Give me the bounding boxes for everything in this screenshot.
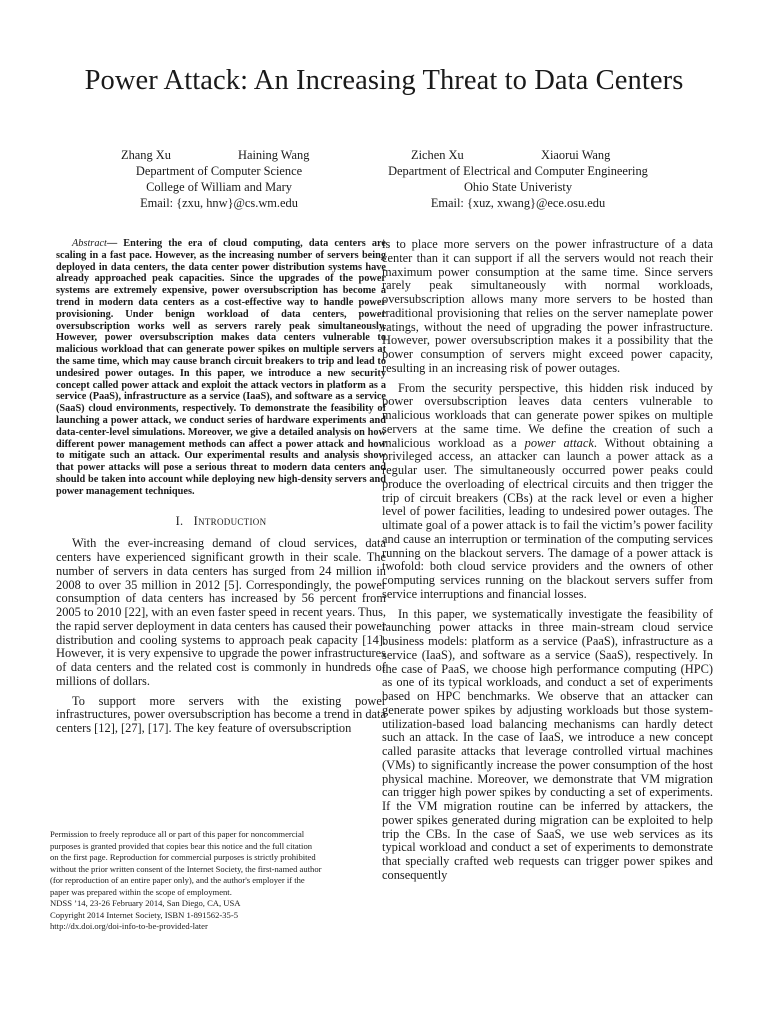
body-text: From the security perspective, this hidden risk induced by power oversubscription leaves data centers vulnerable to malicious workloads that can generate power spikes on multiple servers at the same time. We define the creation of such a malicious workload as a xyxy=(382,380,713,450)
emphasized-term: power attack xyxy=(524,435,594,450)
abstract-text: Entering the era of cloud computing, data centers are scaling in a fast pace. However, as the increasing number of servers being deployed in data centers, the data center power distribution systems have already approached peak capacities. Since the upgrades of the power systems are extremely expensive, power oversubscription has become a trend in modern data centers as a cost-effective way to handle power provisioning. Under benign workload of data centers, power oversubscription works well as servers rarely peak simultaneously. However, power oversubscription makes data centers vulnerable to malicious workload that can generate power spikes on multiple servers at the same time, which may cause branch circuit breakers to trip and lead to undesired power outages. In this paper, we introduce a new security concept called power attack and exploit the attack vectors in platform as a service (PaaS), infrastructure as a service (IaaS), and software as a service (SaaS) cloud environments, respectively. To demonstrate the feasibility of launching a power attack, we conduct series of hardware experiments and data-center-level simulations. Moreover, we give a detailed analysis on how different power management methods can affect a power attack and how to mitigate such an attack. Our experimental results and analysis show that power attacks will pose a serious threat to modern data centers and should be taken into account while deploying new high-density servers and power management techniques. xyxy=(56,238,386,497)
body-paragraph xyxy=(382,382,713,602)
author-institution: Ohio State Univeristy xyxy=(463,180,573,194)
footnote-line: without the prior written consent of the Internet Society, the first-named author xyxy=(50,863,322,874)
footnote-line: (for reproduction of an entire paper only), and the author's employer if the xyxy=(50,875,305,885)
author-institution: College of William and Mary xyxy=(146,180,292,194)
section-title-initial: I xyxy=(193,513,199,528)
author-name: Zhang Xu xyxy=(121,148,171,162)
author-names-right xyxy=(375,147,661,163)
section-title: ntroduction xyxy=(198,513,267,528)
author-department: Department of Electrical and Computer Engineering xyxy=(388,164,648,178)
author-name: Zichen Xu xyxy=(411,148,464,162)
body-paragraph: To support more servers with the existing power infrastructures, power oversubscription has become a trend in data centers [12], [27], [17]. The key feature of oversubscription xyxy=(56,693,386,736)
abstract-label: Abstract xyxy=(72,238,107,249)
author-block-left xyxy=(105,147,333,211)
left-column xyxy=(56,238,386,736)
author-email: Email: {zxu, hnw}@cs.wm.edu xyxy=(140,196,298,210)
body-paragraph: is to place more servers on the power infrastructure of a data center than it can support if all the servers would not reach their maximum power consumption at the same time. Since servers rarely peak simultaneously with normal workloads, oversubscription allows many more servers to be hosted than traditional provisioning that relies on the server nameplate power ratings, without the need of upgrading the power infrastructure. However, power oversubscription makes it a possibility that the power consumption of servers might exceed power capacity, resulting in an increasing risk of power outages. xyxy=(382,237,713,375)
footnote-line: NDSS ’14, 23-26 February 2014, San Diego, CA, USA xyxy=(50,898,241,908)
footnote-line: Permission to freely reproduce all or part of this paper for noncommercial xyxy=(50,829,305,839)
author-block-right xyxy=(375,147,661,211)
footnote-line: on the first page. Reproduction for commercial purposes is strictly prohibited xyxy=(50,852,316,862)
author-names-left xyxy=(105,147,333,163)
body-text: . Without obtaining a privileged access, an attacker can launch a power attack as a regular user. The simultaneously occurred power peaks could produce the overloading of electrical circuits and then trigger the trip of circuit breakers (CBs) at the rack level or even a higher level of power facilities, leading to undesired power outages. The ultimate goal of a power attack is to fail the victim’s power facility and cause an interruption or termination of the computing services running on the blackout servers. The damage of a power attack is twofold: both cloud service providers and the owners of other computing services running on the blackout servers suffer from service interruptions and financial losses. xyxy=(382,435,714,601)
footnote-doi-link[interactable]: http://dx.doi.org/doi-info-to-be-provided-later xyxy=(50,921,208,931)
author-section xyxy=(0,147,768,215)
abstract xyxy=(56,238,386,498)
footnote-line: paper was prepared within the scope of employment. xyxy=(50,886,232,897)
section-heading-introduction xyxy=(56,515,386,529)
author-department: Department of Computer Science xyxy=(135,164,303,178)
copyright-footnote xyxy=(50,829,350,933)
author-name: Xiaorui Wang xyxy=(541,148,611,162)
section-number: I. xyxy=(175,513,184,528)
paper-title: Power Attack: An Increasing Threat to Data Centers xyxy=(84,65,684,96)
author-email: Email: {xuz, xwang}@ece.osu.edu xyxy=(430,196,606,210)
right-column xyxy=(382,238,713,883)
footnote-line: Copyright 2014 Internet Society, ISBN 1-891562-35-5 xyxy=(50,909,239,920)
body-paragraph: With the ever-increasing demand of cloud services, data centers have experienced significant growth in their scale. The number of servers in data centers has surged from 24 million in 2008 to over 35 million in 2012 [5]. Correspondingly, the power consumption of data centers has increased by 56 percent from 2005 to 2010 [22], with an even faster speed in recent years. Thus, the rapid server deployment in data centers has caused their power distribution and cooling systems to approach peak capacity [14]. However, it is very expensive to upgrade the power infrastructures of data centers and the related cost is commonly in hundreds of millions of dollars. xyxy=(56,536,386,688)
footnote-line: purposes is granted provided that copies bear this notice and the full citation xyxy=(50,840,313,851)
abstract-dash: — xyxy=(106,238,118,249)
body-paragraph: In this paper, we systematically investigate the feasibility of launching power attacks in three main-stream cloud service business models: platform as a service (PaaS), infrastructure as a service (IaaS), and software as a service (SaaS), respectively. In the case of PaaS, we choose high performance computing (HPC) as one of its typical workloads, and conduct a set of experiments based on HPC benchmarks. We observe that an attacker can generate power spikes by adjusting workloads but those system-utilization-based load balancing mechanisms can hardly detect such an attack. In the case of IaaS, we introduce a new concept called parasite attacks that leverage controlled virtual machines (VMs) to significantly increase the power consumption of the host physical machine. Moreover, we demonstrate that VM migration can trigger high power spikes by conducting a set of experiments. If the VM migration routine can be inferred by attackers, the power spikes generated during migration can be exploited to help trip the CBs. In the case of SaaS, we use web services as its typical workload and conduct a set of experiments to demonstrate that specially crafted web requests can trigger power spikes and consequently xyxy=(382,606,713,882)
author-name: Haining Wang xyxy=(238,148,310,162)
